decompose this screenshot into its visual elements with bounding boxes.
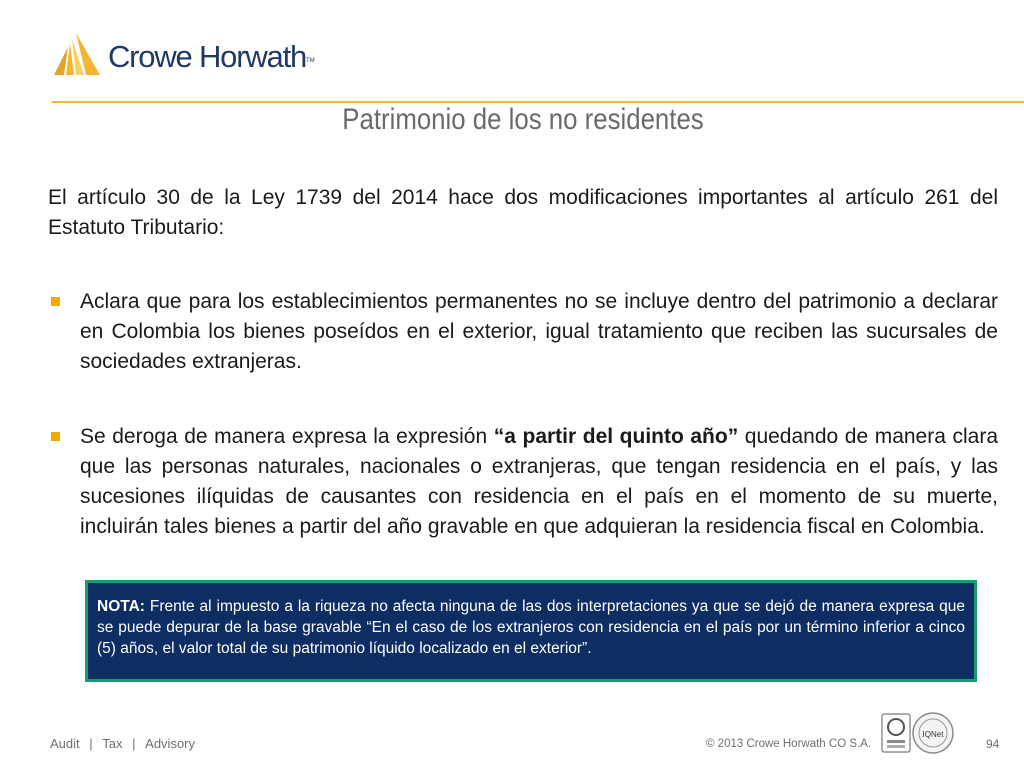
square-bullet-icon [51, 432, 60, 441]
note-text: Frente al impuesto a la riqueza no afecta ninguna de las dos interpretaciones ya que se dejó de manera expresa que se puede depurar de la base gravable “En el caso de los extranjeros con residencia en el país por un término inferior a cinco (5) años, el valor total de su patrimonio líquido localizado en el exterior”. [97, 598, 965, 657]
list-item-text-post: quedando de manera clara que las personas naturales, nacionales o extranjeras, que tengan residencia en el país, y las sucesiones ilíquidas de causantes con residencia en el país en el momento de su muerte, incluirán tales bienes a partir del año gravable en que adquieran la residencia fiscal en Colombia. [80, 425, 998, 538]
certification-seals [881, 711, 955, 755]
crowe-horwath-logo [50, 33, 320, 77]
list-item-text: Aclara que para los establecimientos permanentes no se incluye dentro del patrimonio a declarar en Colombia los bienes poseídos en el exterior, igual tratamiento que reciben las sucursales de sociedades extranjeras. [80, 290, 998, 373]
logo-trademark: TM [306, 58, 315, 64]
footer-separator: | [89, 736, 93, 751]
seal-label: IQNet [922, 730, 944, 739]
list-item-text [80, 422, 998, 542]
list-item-text-pre: Se deroga de manera expresa la expresión [80, 425, 494, 448]
copyright-text: © 2013 Crowe Horwath CO S.A. [706, 738, 872, 750]
footer-services [50, 736, 195, 751]
page-title: Patrimonio de los no residentes [342, 103, 704, 136]
list-item-text-bold: “a partir del quinto año” [493, 425, 739, 448]
footer-service-advisory: Advisory [145, 736, 196, 751]
page-number: 94 [986, 737, 1000, 751]
certification-seal-icon [881, 711, 955, 755]
footer-separator: | [132, 736, 136, 751]
footer-service-audit: Audit [50, 736, 80, 751]
intro-paragraph: El artículo 30 de la Ley 1739 del 2014 hace dos modificaciones importantes al artículo 261 del Estatuto Tributario: [48, 186, 998, 239]
footer-service-tax: Tax [102, 736, 123, 751]
logo-wordmark: Crowe Horwath [108, 39, 307, 74]
logo-flame-icon [50, 33, 102, 77]
note-label: NOTA: [97, 598, 145, 615]
note-box [85, 580, 977, 682]
square-bullet-icon [51, 297, 60, 306]
